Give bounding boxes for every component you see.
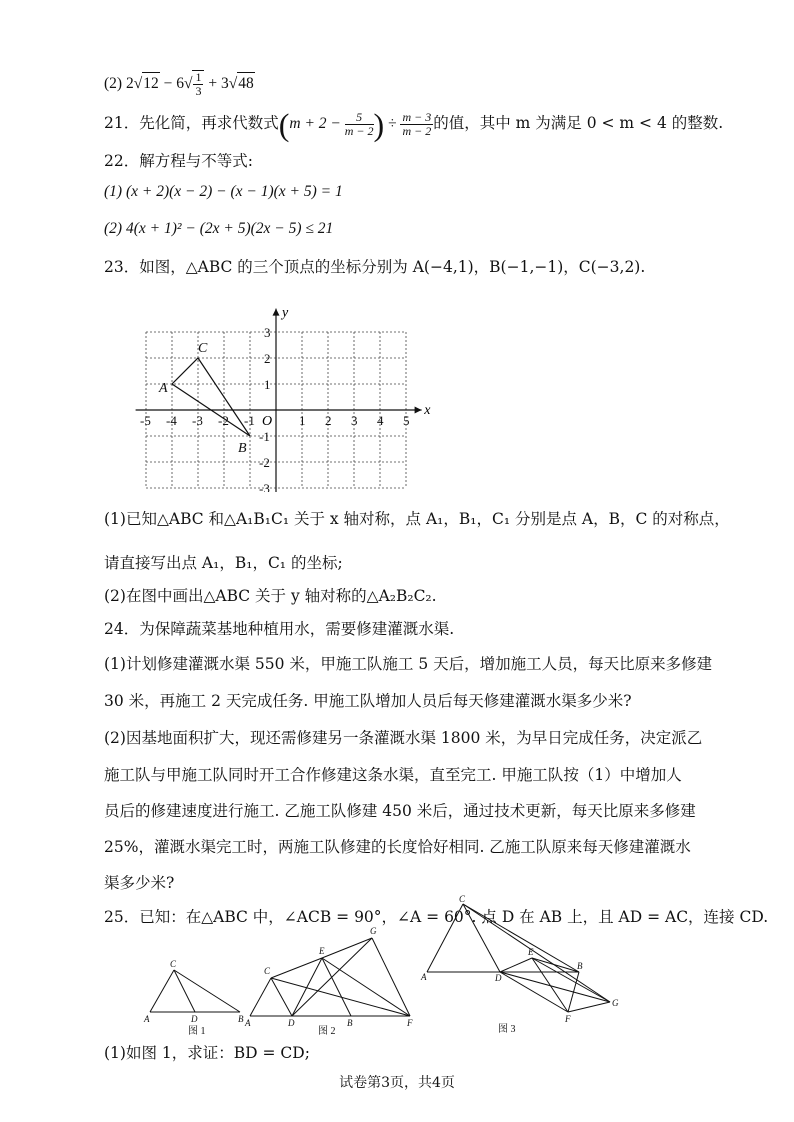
y-tick-label: 2 [264,351,271,366]
point-label-c: C [198,341,208,356]
fig2-label-c: C [264,966,271,976]
question-23-2: (2)在图中画出△ABC 关于 y 轴对称的△A₂B₂C₂. [104,587,437,605]
x-tick-label: -4 [166,413,177,428]
fig3-label-c: C [459,894,466,904]
question-24-1a: (1)计划修建灌溉水渠 550 米，甲施工队施工 5 天后，增加施工人员，每天比原来多修建 [104,655,713,673]
x-tick-label: 2 [325,413,332,428]
fig1-label-a: A [144,1014,150,1024]
fig2-label-a: A [245,1018,251,1028]
fig2-label-e: E [319,946,325,956]
fig2-label-g: G [370,926,377,936]
question-24: 24．为保障蔬菜基地种植用水，需要修建灌溉水渠. [104,620,455,638]
point-label-b: B [238,441,247,456]
fig1-caption: 图 1 [188,1026,206,1037]
fig3-label-g: G [612,998,619,1008]
axes [136,309,422,492]
question-24-2d: 25%，灌溉水渠完工时，两施工队修建的长度恰好相同. 乙施工队原来每天修建灌溉水 [104,838,691,856]
question-23-1a: (1)已知△ABC 和△A₁B₁C₁ 关于 x 轴对称，点 A₁，B₁，C₁ 分别是点 A，B，C 的对称点， [104,510,730,528]
x-axis-arrow [415,407,422,414]
question-23: 23．如图，△ABC 的三个顶点的坐标分别为 A(−4,1)，B(−1,−1)，C(−3,2). [104,258,646,276]
question-22-2: (2) 4(x + 1)² − (2x + 5)(2x − 5) ≤ 21 [104,220,334,237]
fig2-caption: 图 2 [318,1026,336,1037]
fig2-label-b: B [347,1018,353,1028]
question-23-1b: 请直接写出点 A₁，B₁，C₁ 的坐标; [104,554,343,572]
question-22-1: (1) (x + 2)(x − 2) − (x − 1)(x + 5) = 1 [104,183,343,200]
x-tick-label: -3 [192,413,203,428]
fig3-caption: 图 3 [498,1024,516,1035]
point-label-a: A [159,381,168,396]
geometry-figures [140,892,660,1042]
fig3-label-f: F [565,1014,571,1024]
coordinate-grid-figure [126,292,446,492]
question-24-2b: 施工队与甲施工队同时开工合作修建这条水渠，直至完工. 甲施工队按（1）中增加人 [104,766,682,784]
y-axis-label: y [282,305,289,321]
x-tick-label: 3 [351,413,358,428]
fig3-label-b: B [577,961,583,971]
triangle-outline [172,358,250,436]
y-tick-label: -1 [259,429,270,444]
expression-q20-2: (2) 2√12 − 6√ $\frac{1}{3}$ + 3√48 [104,70,254,98]
fig2-label-f: F [407,1018,413,1028]
x-axis-label: x [424,403,431,418]
page-footer: 试卷第3页，共4页 [339,1075,455,1091]
figure-3 [427,904,610,1012]
x-tick-label: 4 [377,413,384,428]
question-24-2a: (2)因基地面积扩大，现还需修建另一条灌溉水渠 1800 米，为早日完成任务，决定派乙 [104,729,703,747]
y-tick-label: -2 [259,455,270,470]
fig1-label-c: C [170,959,177,969]
y-tick-label: 1 [264,377,271,392]
tick-labels [140,325,410,492]
question-22: 22．解方程与不等式: [104,152,253,170]
figure-1 [150,970,240,1012]
fig2-label-d: D [288,1018,295,1028]
origin-label: O [262,414,273,429]
fig3-label-e: E [528,947,534,957]
y-tick-label: -3 [259,481,270,492]
y-axis-arrow [273,309,280,316]
question-25: 25．已知：在△ABC 中，∠ACB = 90°，∠A = 60°. 点 D 在 AB 上，且 AD = AC，连接 CD. [104,908,769,926]
fig1-label-b: B [238,1014,244,1024]
figure-2 [250,938,410,1016]
x-tick-label: -2 [218,413,229,428]
question-24-1b: 30 米，再施工 2 天完成任务. 甲施工队增加人员后每天修建灌溉水渠多少米? [104,692,632,710]
question-21: 21．先化简，再求代数式(m + 2 − $\frac{5}{m - 2}$ ) ÷ $\frac{m - 3}{m - 2}$ 的值，其中 m 为满足 0 < m < 4 的整数. [104,106,724,143]
question-25-1: (1)如图 1，求证：BD = CD; [104,1044,310,1062]
question-24-2c: 员后的修建速度进行施工. 乙施工队修建 450 米后，通过技术更新，每天比原来多修建 [104,802,696,820]
x-tick-label: 1 [299,413,306,428]
x-tick-label: 5 [403,413,410,428]
y-tick-label: 3 [264,325,271,340]
fig3-label-d: D [495,973,502,983]
x-tick-label: -1 [244,413,255,428]
fig1-label-d: D [191,1014,198,1024]
x-tick-label: -5 [140,413,151,428]
question-24-2e: 渠多少米? [104,874,175,892]
fig3-label-a: A [421,972,427,982]
